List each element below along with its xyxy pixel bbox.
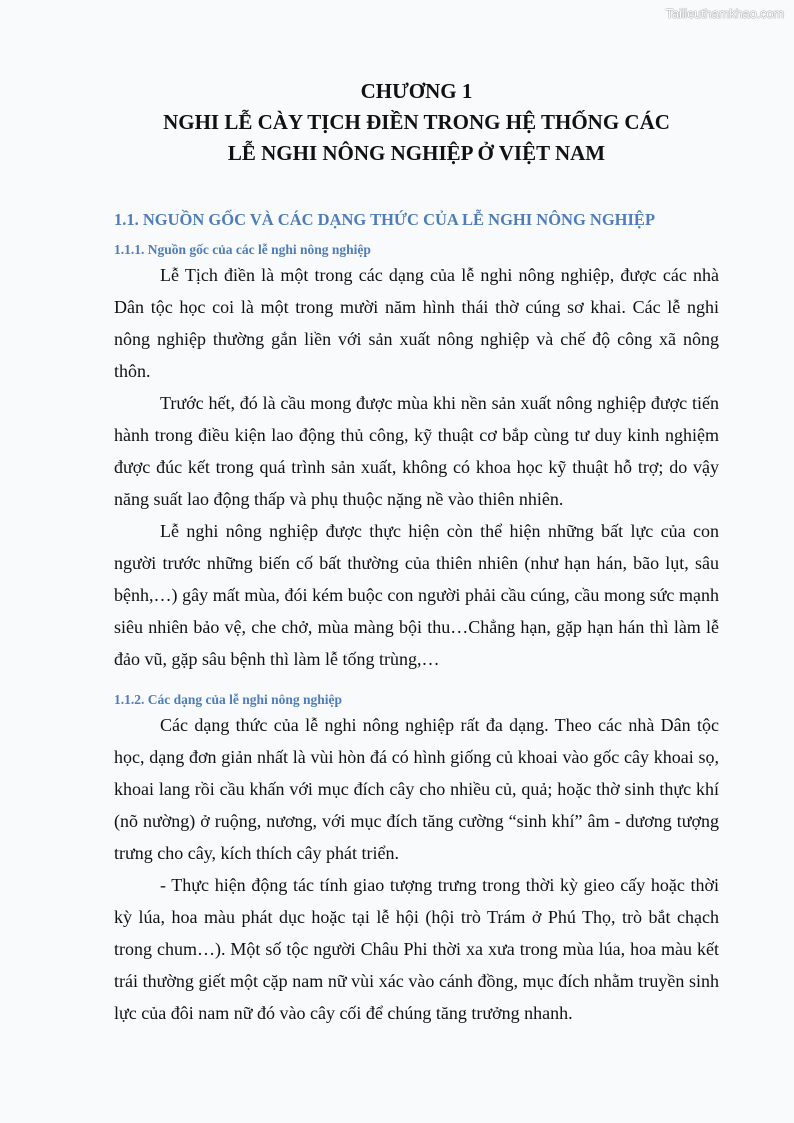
chapter-title-line-2: LỄ NGHI NÔNG NGHIỆP Ở VIỆT NAM (227, 141, 606, 165)
chapter-title (114, 76, 719, 169)
paragraph: Lễ nghi nông nghiệp được thực hiện còn thể hiện những bất lực của con người trước những biến cố bất thường của thiên nhiên (như hạn hán, bão lụt, sâu bệnh,…) gây mất mùa, đói kém buộc con người phải cầu cúng, cầu mong sức mạnh siêu nhiên bảo vệ, che chở, mùa màng bội thu…Chẳng hạn, gặp hạn hán thì làm lễ đảo vũ, gặp sâu bệnh thì làm lễ tống trùng,… (114, 521, 719, 669)
paragraph: - Thực hiện động tác tính giao tượng trưng trong thời kỳ gieo cấy hoặc thời kỳ lúa, hoa màu phát dục hoặc tại lễ hội (hội trò Trám ở Phú Thọ, trò bắt chạch trong chum…). Một số tộc người Châu Phi thời xa xưa trong mùa lúa, hoa màu kết trái thường giết một cặp nam nữ vùi xác vào cánh đồng, mục đích nhằm truyền sinh lực của đôi nam nữ đó vào cây cối để chúng tăng trưởng nhanh. (114, 875, 719, 1023)
chapter-title-line-1: NGHI LỄ CÀY TỊCH ĐIỀN TRONG HỆ THỐNG CÁC (163, 110, 670, 134)
chapter-number: CHƯƠNG 1 (360, 79, 473, 103)
paragraph: Trước hết, đó là cầu mong được mùa khi nền sản xuất nông nghiệp được tiến hành trong điều kiện lao động thủ công, kỹ thuật cơ bắp cùng tư duy kinh nghiệm được đúc kết trong quá trình sản xuất, không có khoa học kỹ thuật hỗ trợ; do vậy năng suất lao động thấp và phụ thuộc nặng nề vào thiên nhiên. (114, 393, 719, 509)
subsection-heading-1-1-2: 1.1.2. Các dạng của lễ nghi nông nghiệp (114, 692, 343, 707)
watermark: Tailieuthamkhao.com (665, 6, 784, 21)
document-page (114, 76, 719, 1029)
paragraph: Các dạng thức của lễ nghi nông nghiệp rất đa dạng. Theo các nhà Dân tộc học, dạng đơn giản nhất là vùi hòn đá có hình giống củ khoai vào gốc cây khoai sọ, khoai lang rồi cầu khấn với mục đích cây cho nhiều củ, quả; hoặc thờ sinh thực khí (nõ nường) ở ruộng, nương, với mục đích tăng cường “sinh khí” âm - dương tượng trưng cho cây, kích thích cây phát triển. (114, 715, 719, 863)
subsection-heading-1-1-1: 1.1.1. Nguồn gốc của các lễ nghi nông nghiệp (114, 242, 371, 257)
paragraph: Lễ Tịch điền là một trong các dạng của lễ nghi nông nghiệp, được các nhà Dân tộc học coi là một trong mười năm hình thái thờ cúng sơ khai. Các lễ nghi nông nghiệp thường gắn liền với sản xuất nông nghiệp và chế độ công xã nông thôn. (114, 265, 719, 381)
section-heading-1-1: 1.1. NGUỒN GỐC VÀ CÁC DẠNG THỨC CỦA LỄ NGHI NÔNG NGHIỆP (114, 210, 656, 229)
